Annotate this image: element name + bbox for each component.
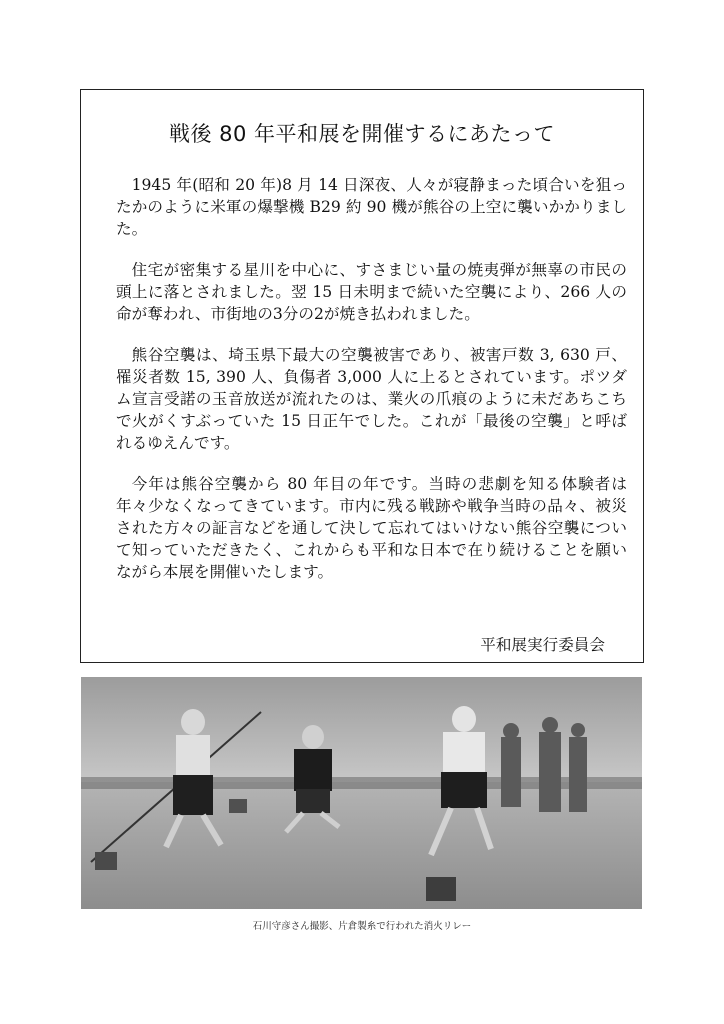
paragraph-1: 1945 年(昭和 20 年)8 月 14 日深夜、人々が寝静まった頃合いを狙ったかのように米軍の爆撃機 B29 約 90 機が熊谷の上空に襲いかかりました。 <box>116 176 627 238</box>
notice-box <box>80 89 644 663</box>
paragraph-4: 今年は熊谷空襲から 80 年目の年です。当時の悲劇を知る体験者は年々少なくなってきています。市内に残る戦跡や戦争当時の品々、被災された方々の証言などを通して決して忘れてはいけない熊谷空襲について知っていただきたく、これからも平和な日本で在り続けることを願いながら本展を開催いたします。 <box>116 475 627 581</box>
paragraph-3: 熊谷空襲は、埼玉県下最大の空襲被害であり、被害戸数 3, 630 戸、罹災者数 15, 390 人、負傷者 3,000 人に上るとされています。ポツダム宣言受諾の玉音放送が流れたのは、業火の爪痕のように未だあちこちで火がくすぶっていた 15 日正午でした。これが「最後の空襲」と呼ばれるゆえんです。 <box>116 346 627 452</box>
committee-signature: 平和展実行委員会 <box>480 636 605 654</box>
paragraph-2: 住宅が密集する星川を中心に、すさまじい量の焼夷弾が無辜の市民の頭上に落とされました。翌 15 日未明まで続いた空襲により、266 人の命が奪われ、市街地の3分の2が焼き払われました。 <box>116 261 627 323</box>
historical-photo <box>81 677 642 909</box>
notice-body <box>116 174 627 602</box>
notice-title: 戦後 80 年平和展を開催するにあたって <box>168 122 556 146</box>
photo-caption: 石川守彦さん撮影、片倉製糸で行われた消火リレー <box>252 921 472 932</box>
photo-illustration <box>81 677 642 909</box>
